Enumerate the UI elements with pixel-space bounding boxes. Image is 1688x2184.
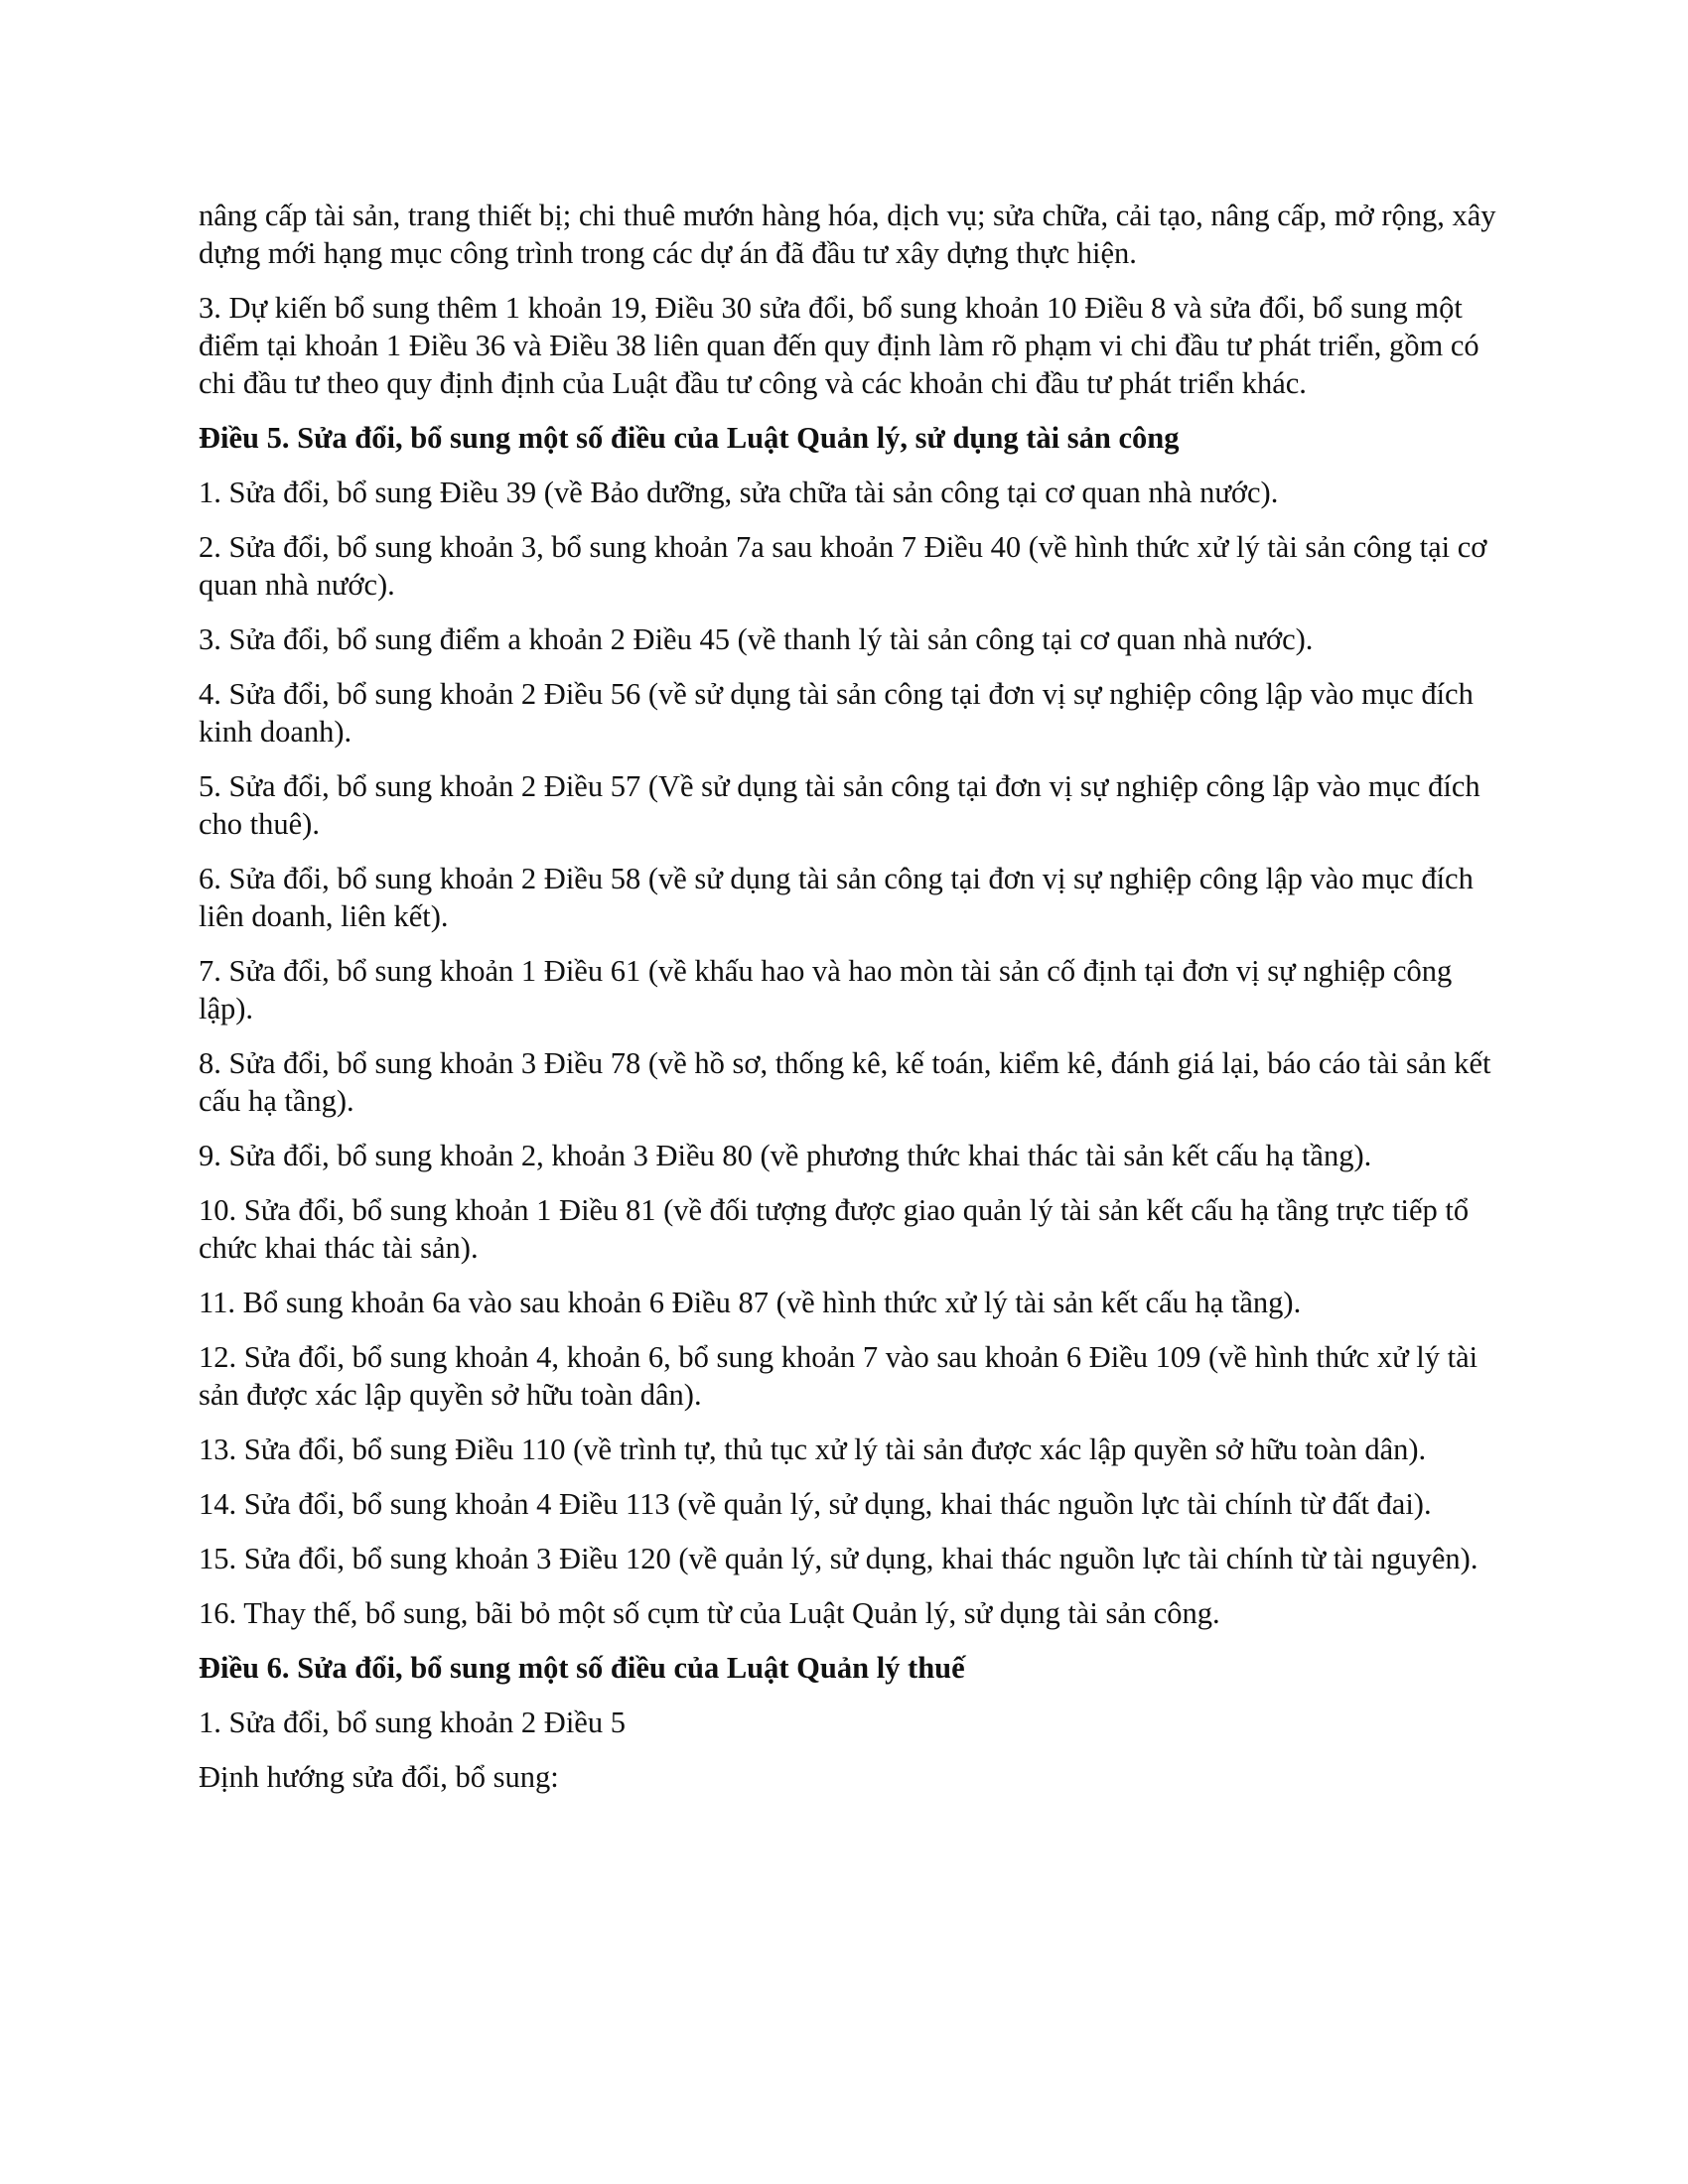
list-item-3-previous: 3. Dự kiến bổ sung thêm 1 khoản 19, Điều 30 sửa đổi, bổ sung khoản 10 Điều 8 và sửa đổi, bổ sung một điểm tại khoản 1 Điều 36 và Điều 38 liên quan đến quy định làm rõ phạm vi chi đầu tư phát triển, gồm có chi đầu tư theo quy định định của Luật đầu tư công và các khoản chi đầu tư phát triển khác.: [199, 291, 1479, 400]
article-5-item: 10. Sửa đổi, bổ sung khoản 1 Điều 81 (về đối tượng được giao quản lý tài sản kết cấu hạ tầng trực tiếp tổ chức khai thác tài sản).: [199, 1193, 1470, 1265]
article-5-item: 4. Sửa đổi, bổ sung khoản 2 Điều 56 (về sử dụng tài sản công tại đơn vị sự nghiệp công lập vào mục đích kinh doanh).: [199, 677, 1474, 749]
article-6-item: 1. Sửa đổi, bổ sung khoản 2 Điều 5: [199, 1706, 626, 1739]
article-5-item: 8. Sửa đổi, bổ sung khoản 3 Điều 78 (về hồ sơ, thống kê, kế toán, kiểm kê, đánh giá lại, báo cáo tài sản kết cấu hạ tầng).: [199, 1046, 1491, 1118]
article-5-item: 11. Bổ sung khoản 6a vào sau khoản 6 Điều 87 (về hình thức xử lý tài sản kết cấu hạ tầng).: [199, 1286, 1302, 1319]
document-page: [199, 197, 1504, 1813]
article-5-item: 16. Thay thế, bổ sung, bãi bỏ một số cụm từ của Luật Quản lý, sử dụng tài sản công.: [199, 1596, 1220, 1630]
article-5-item: 6. Sửa đổi, bổ sung khoản 2 Điều 58 (về sử dụng tài sản công tại đơn vị sự nghiệp công lập vào mục đích liên doanh, liên kết).: [199, 862, 1474, 933]
intro-continuation: nâng cấp tài sản, trang thiết bị; chi thuê mướn hàng hóa, dịch vụ; sửa chữa, cải tạo, nâng cấp, mở rộng, xây dựng mới hạng mục công trình trong các dự án đã đầu tư xây dựng thực hiện.: [199, 199, 1496, 270]
article-5-item: 2. Sửa đổi, bổ sung khoản 3, bổ sung khoản 7a sau khoản 7 Điều 40 (về hình thức xử lý tài sản công tại cơ quan nhà nước).: [199, 530, 1487, 602]
article-5-item: 14. Sửa đổi, bổ sung khoản 4 Điều 113 (về quản lý, sử dụng, khai thác nguồn lực tài chính từ đất đai).: [199, 1487, 1432, 1521]
article-5-item: 5. Sửa đổi, bổ sung khoản 2 Điều 57 (Về sử dụng tài sản công tại đơn vị sự nghiệp công lập vào mục đích cho thuê).: [199, 769, 1480, 841]
article-5-item: 13. Sửa đổi, bổ sung Điều 110 (về trình tự, thủ tục xử lý tài sản được xác lập quyền sở hữu toàn dân).: [199, 1433, 1427, 1466]
article-6-heading: Điều 6. Sửa đổi, bổ sung một số điều của Luật Quản lý thuế: [199, 1651, 965, 1685]
article-5-item: 3. Sửa đổi, bổ sung điểm a khoản 2 Điều 45 (về thanh lý tài sản công tại cơ quan nhà nước).: [199, 622, 1314, 656]
article-5-item: 7. Sửa đổi, bổ sung khoản 1 Điều 61 (về khấu hao và hao mòn tài sản cố định tại đơn vị sự nghiệp công lập).: [199, 954, 1453, 1025]
article-5-item: 9. Sửa đổi, bổ sung khoản 2, khoản 3 Điều 80 (về phương thức khai thác tài sản kết cấu hạ tầng).: [199, 1139, 1372, 1172]
article-5-item: 1. Sửa đổi, bổ sung Điều 39 (về Bảo dưỡng, sửa chữa tài sản công tại cơ quan nhà nước).: [199, 476, 1279, 509]
article-5-item: 12. Sửa đổi, bổ sung khoản 4, khoản 6, bổ sung khoản 7 vào sau khoản 6 Điều 109 (về hình thức xử lý tài sản được xác lập quyền sở hữu toàn dân).: [199, 1340, 1478, 1412]
article-5-item: 15. Sửa đổi, bổ sung khoản 3 Điều 120 (về quản lý, sử dụng, khai thác nguồn lực tài chính từ tài nguyên).: [199, 1542, 1478, 1575]
article-5-heading: Điều 5. Sửa đổi, bổ sung một số điều của Luật Quản lý, sử dụng tài sản công: [199, 421, 1180, 455]
article-6-item: Định hướng sửa đổi, bổ sung:: [199, 1760, 559, 1794]
